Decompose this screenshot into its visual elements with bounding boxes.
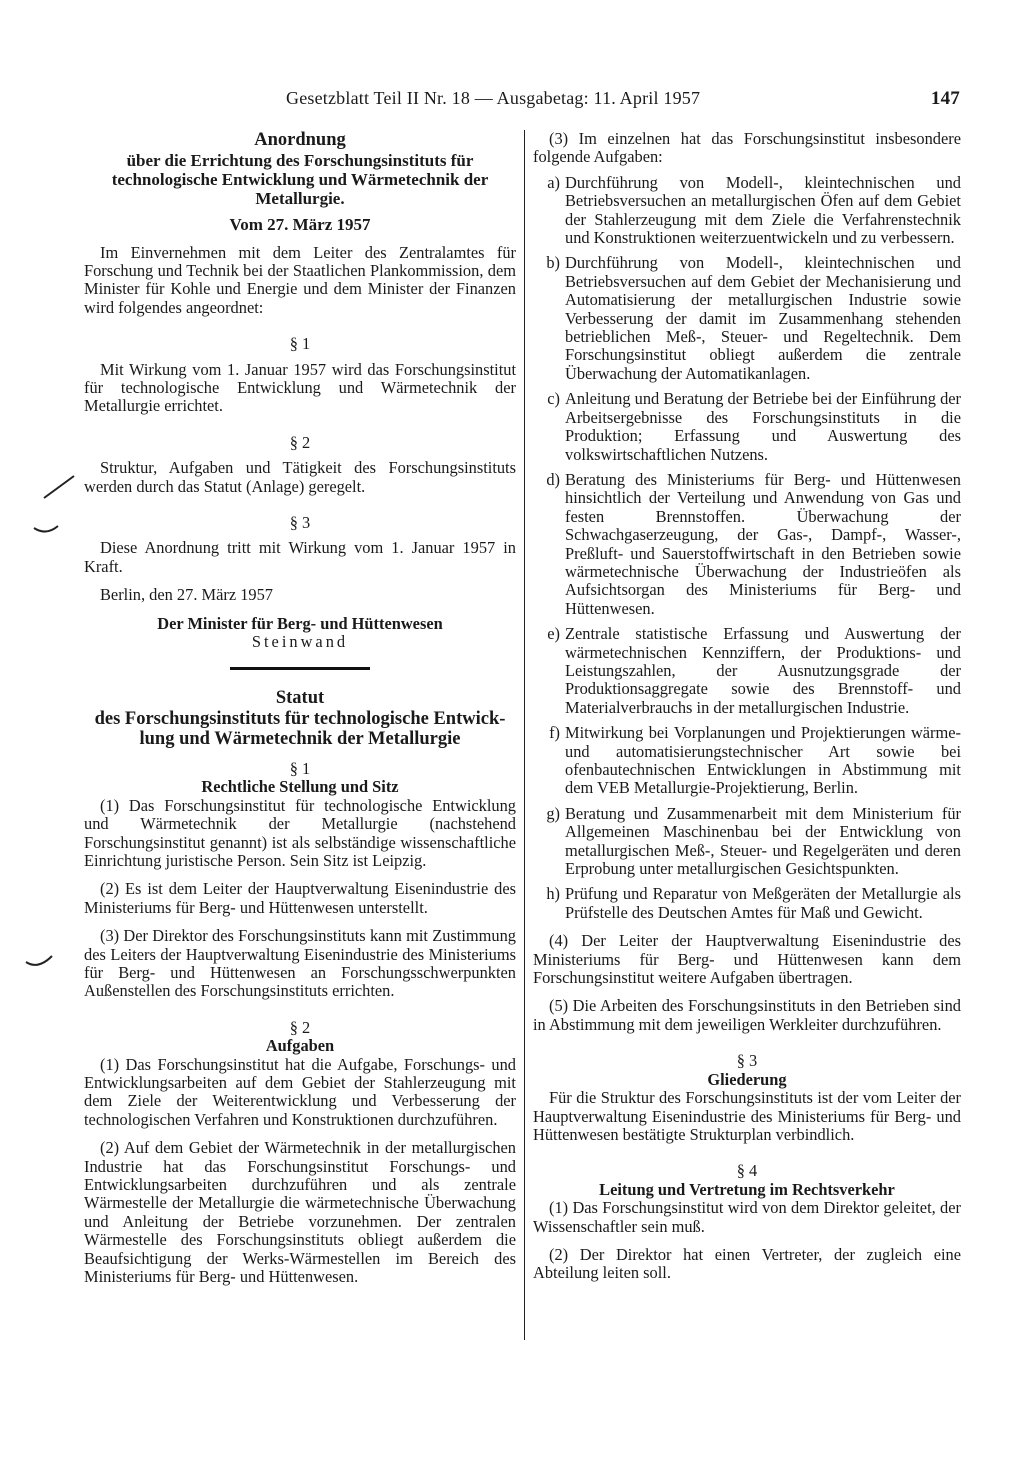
statut-s2-head: § 2 xyxy=(289,1017,311,1037)
statut-s1-p3: (3) Der Direktor des Forschungsinstituts kann mit Zustimmung des Leiters der Hauptverwaltung Eisenindustrie des Ministeriums für Berg- und Hüttenwesen an Forschungsschwerpunkten Außenstellen des Forschungsinstituts errichten. xyxy=(84,926,516,1001)
list-item: d) Beratung des Ministeriums für Berg- und Hüttenwesen hinsichtlich der Verteilung und Anwendung von Gas und festen Brennstoffen. Überwachung der Schwachgaserzeugung, der Gas-, Dampf-, Wasser-, Preßluft- und Sauerstoffwirtschaft in den Betrieben sowie wärmetechnische Überwachung der Industrieöfen als Aufsichtsorgan des Ministeriums für Berg- und Hüttenwesen. xyxy=(546,469,961,618)
statut-s1-p1: (1) Das Forschungsinstitut für technologische Entwicklung und Wärmetechnik der Metallurgie (nachstehend Forschungsinstitut genannt) ist als selbständige wissenschaftliche Einrichtung juristische Person. Sein Sitz ist Leipzig. xyxy=(84,795,516,870)
signer-title: Der Minister für Berg- und Hüttenwesen xyxy=(157,613,443,633)
statut-s2-p2: (2) Auf dem Gebiet der Wärmetechnik in der metallurgischen Industrie hat das Forschungsinstitut Forschungs- und Entwicklungsarbeiten durchzuführen und als zentrale Wärmestelle der Metallurgie die wärmetechnische Überwachung und Anleitung der Betriebe vorzunehmen. Der zentralen Wärmestelle des Forschungsinstituts obliegt außerdem die Beaufsichtigung der Werks-Wärmestellen im Bereich des Ministeriums für Berg- und Hüttenwesen. xyxy=(84,1138,516,1287)
statut-s3-text: Für die Struktur des Forschungsinstituts ist der vom Leiter der Hauptverwaltung Eisenindustrie des Ministeriums für Berg- und Hüttenwesen bestätigte Strukturplan verbindlich. xyxy=(533,1088,961,1144)
anordnung-title-4: Metallurgie. xyxy=(255,188,345,208)
anordnung-title-1: Anordnung xyxy=(254,130,346,150)
statut-s4-title: Leitung und Vertretung im Rechtsverkehr xyxy=(599,1179,895,1199)
list-item: g) Beratung und Zusammenarbeit mit dem Ministerium für Allgemeinen Maschinenbau bei der Entwicklung von metallurgischen Meß-, Steuer- und Regelgeräten und deren Erprobung unter metallurgischen Gesichtspunkten. xyxy=(546,803,961,879)
running-title: Gesetzblatt Teil II Nr. 18 — Ausgabetag: 11. April 1957 xyxy=(286,88,701,108)
anordnung-p2-text: Struktur, Aufgaben und Tätigkeit des Forschungsinstituts werden durch das Statut (Anlage) geregelt. xyxy=(84,458,516,496)
statut-s2-p5: (5) Die Arbeiten des Forschungsinstituts in den Betrieben sind in Abstimmung mit dem jeweiligen Werkleiter durchzuführen. xyxy=(533,996,961,1034)
anordnung-p2-head: § 2 xyxy=(289,432,311,452)
statut-title-3: lung und Wärmetechnik der Metallurgie xyxy=(139,729,461,750)
right-column xyxy=(533,130,961,1283)
list-item: f) Mitwirkung bei Vorplanungen und Projektierungen wärme- und automatisierungstechnischer Art sowie bei ofenbautechnischen Entwicklungen in Abstimmung mit dem VEB Metallurgie-Projektierung, Berlin. xyxy=(549,723,961,798)
statut-s2-p3-intro: (3) Im einzelnen hat das Forschungsinstitut insbesondere folgende Aufgaben: xyxy=(533,129,961,167)
list-item: a) Durchführung von Modell-, kleintechnischen und Betriebsversuchen an metallurgischen Öfen auf dem Gebiet der Stahlerzeugung mit dem Ziele die Verfahrenstechnik und Konstruktionen weiterzuentwickeln und zu verbessern. xyxy=(547,172,961,248)
anordnung-p1-head: § 1 xyxy=(289,334,311,354)
page-number: 147 xyxy=(930,88,960,109)
anordnung-date: Vom 27. März 1957 xyxy=(229,214,371,234)
list-item: h) Prüfung und Reparatur von Meßgeräten der Metallurgie als Prüfstelle des Deutschen Amtes für Maß und Gewicht. xyxy=(546,884,961,922)
left-column xyxy=(84,130,516,1286)
signer-name: Steinwand xyxy=(251,632,349,651)
anordnung-p3-text: Diese Anordnung tritt mit Wirkung vom 1. Januar 1957 in Kraft. xyxy=(84,538,516,576)
anordnung-p1-text: Mit Wirkung vom 1. Januar 1957 wird das Forschungsinstitut für technologische Entwicklung und Wärmetechnik der Metallurgie errichtet. xyxy=(84,359,516,416)
anordnung-preamble: Im Einvernehmen mit dem Leiter des Zentralamtes für Forschung und Technik bei der Staatlichen Plankommission, dem Minister für Kohle und Energie und dem Minister der Finanzen wird folgendes angeordnet: xyxy=(84,242,516,317)
statut-s3-head: § 3 xyxy=(736,1051,758,1071)
statut-s1-p2: (2) Es ist dem Leiter der Hauptverwaltung Eisenindustrie des Ministeriums für Berg- und Hüttenwesen unterstellt. xyxy=(84,879,516,917)
statut-s2-p4: (4) Der Leiter der Hauptverwaltung Eisenindustrie des Ministeriums für Berg- und Hüttenwesen kann dem Forschungsinstitut weitere Aufgaben übertragen. xyxy=(533,931,961,988)
margin-pen-mark-icon xyxy=(24,470,84,550)
statut-s3-title: Gliederung xyxy=(707,1069,787,1089)
list-item: b) Durchführung von Modell-, kleintechnischen und Betriebsversuchen auf dem Gebiet der Mechanisierung und Automatisierung der metallurgischen Industrie sowie Verbesserung der damit im Zusammenhang stehenden betrieblichen Meß-, Steuer- und Regeltechnik. Dem Forschungsinstitut obliegt außerdem die zentrale Überwachung der Automatikanlagen. xyxy=(546,253,961,383)
statut-title-2: des Forschungsinstituts für technologische Entwick- xyxy=(94,708,506,729)
statut-s4-p1: (1) Das Forschungsinstitut wird von dem Direktor geleitet, der Wissenschaftler sein muß. xyxy=(533,1198,961,1236)
margin-check-mark-icon xyxy=(22,948,62,978)
statut-title-1: Statut xyxy=(275,688,325,709)
list-item: e) Zentrale statistische Erfassung und Auswertung der wärmetechnischen Kennziffern, der Produktions- und Leistungszahlen, der Ausnutzungsgrade der Produktionsaggregate sowie des Brennstoff- und Materialverbrauchs in der metallurgischen Industrie. xyxy=(547,624,961,717)
statut-s4-head: § 4 xyxy=(736,1161,758,1181)
list-item: c) Anleitung und Beratung der Betriebe bei der Einführung der Arbeitsergebnisse des Forschungsinstituts in die Produktion; Erfassung und Auswertung des volkswirtschaftlichen Nutzens. xyxy=(547,389,961,464)
statut-s1-title: Rechtliche Stellung und Sitz xyxy=(201,777,399,797)
section-divider xyxy=(230,667,370,670)
statut-s2-title: Aufgaben xyxy=(265,1036,335,1056)
anordnung-title-2: über die Errichtung des Forschungsinstituts für xyxy=(126,150,474,170)
statut-s1-head: § 1 xyxy=(289,758,311,778)
anordnung-title-3: technologische Entwicklung und Wärmetechnik der xyxy=(111,169,489,189)
anordnung-place-date: Berlin, den 27. März 1957 xyxy=(100,585,273,605)
anordnung-p3-head: § 3 xyxy=(289,512,311,532)
statut-s4-p2: (2) Der Direktor hat einen Vertreter, der zugleich eine Abteilung leiten soll. xyxy=(533,1244,961,1283)
statut-s2-p1: (1) Das Forschungsinstitut hat die Aufgabe, Forschungs- und Entwicklungsarbeiten auf dem Gebiet der Stahlerzeugung mit dem Ziele der Weiterentwicklung und Verbesserung der technologischen Verfahren und Konstruktionen durchzuführen. xyxy=(84,1054,516,1129)
